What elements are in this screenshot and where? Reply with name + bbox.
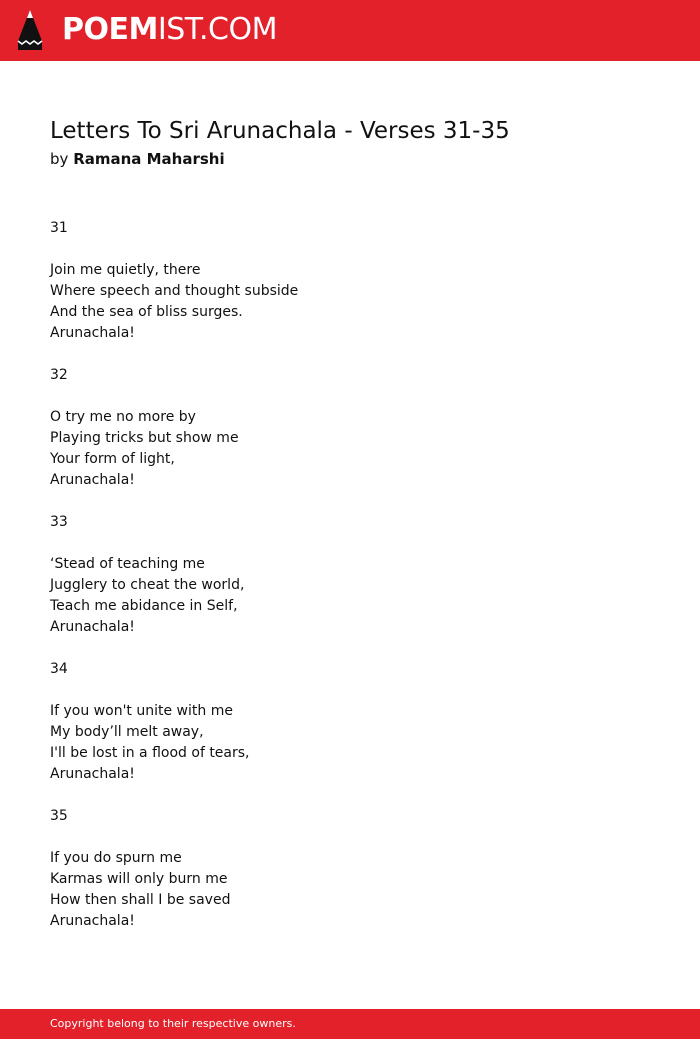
- poem-line: Arunachala!: [50, 913, 135, 929]
- logo-light-text: IST.COM: [157, 12, 277, 47]
- site-logo[interactable]: [62, 12, 277, 48]
- stanza-spacer: [50, 680, 298, 701]
- poem-title: Letters To Sri Arunachala - Verses 31-35: [50, 118, 510, 144]
- poem-line: Arunachala!: [50, 325, 135, 341]
- site-footer: [0, 1009, 700, 1039]
- stanza: [50, 806, 298, 932]
- stanza-number: 35: [50, 808, 68, 824]
- poem-line: I'll be lost in a flood of tears,: [50, 745, 250, 761]
- stanza-number: 34: [50, 661, 68, 677]
- stanza-spacer: [50, 344, 298, 365]
- poem-line: If you won't unite with me: [50, 703, 233, 719]
- poem-body: [50, 218, 298, 932]
- stanza: [50, 365, 298, 512]
- poem-line: Karmas will only burn me: [50, 871, 228, 887]
- poem-line: Playing tricks but show me: [50, 430, 239, 446]
- stanza-spacer: [50, 638, 298, 659]
- poem-line: My body’ll melt away,: [50, 724, 204, 740]
- stanza: [50, 659, 298, 806]
- stanza-spacer: [50, 785, 298, 806]
- stanza-number: 32: [50, 367, 68, 383]
- poem-line: Jugglery to cheat the world,: [50, 577, 245, 593]
- poem-line: Teach me abidance in Self,: [50, 598, 238, 614]
- stanza-number: 33: [50, 514, 68, 530]
- site-header: [0, 0, 700, 61]
- poem-line: And the sea of bliss surges.: [50, 304, 243, 320]
- stanza-spacer: [50, 491, 298, 512]
- author-name: Ramana Maharshi: [73, 150, 225, 168]
- stanza-spacer: [50, 386, 298, 407]
- by-label: by: [50, 150, 69, 168]
- poem-line: Arunachala!: [50, 766, 135, 782]
- stanza-spacer: [50, 827, 298, 848]
- logo-bold-text: POEM: [62, 12, 158, 47]
- stanza-spacer: [50, 239, 298, 260]
- poem-line: Where speech and thought subside: [50, 283, 299, 299]
- stanza: [50, 218, 298, 365]
- poem-line: Arunachala!: [50, 619, 135, 635]
- poem-line: Your form of light,: [50, 451, 175, 467]
- pencil-logo-icon[interactable]: [17, 9, 43, 51]
- poem-line: How then shall I be saved: [50, 892, 231, 908]
- poem-line: ‘Stead of teaching me: [50, 556, 205, 572]
- stanza: [50, 512, 298, 659]
- poem-line: If you do spurn me: [50, 850, 182, 866]
- stanza-spacer: [50, 533, 298, 554]
- stanza-number: 31: [50, 220, 68, 236]
- poem-line: Arunachala!: [50, 472, 135, 488]
- poem-line: Join me quietly, there: [50, 262, 201, 278]
- poem-line: O try me no more by: [50, 409, 196, 425]
- byline: [50, 148, 225, 170]
- copyright-text: Copyright belong to their respective owners.: [50, 1017, 296, 1030]
